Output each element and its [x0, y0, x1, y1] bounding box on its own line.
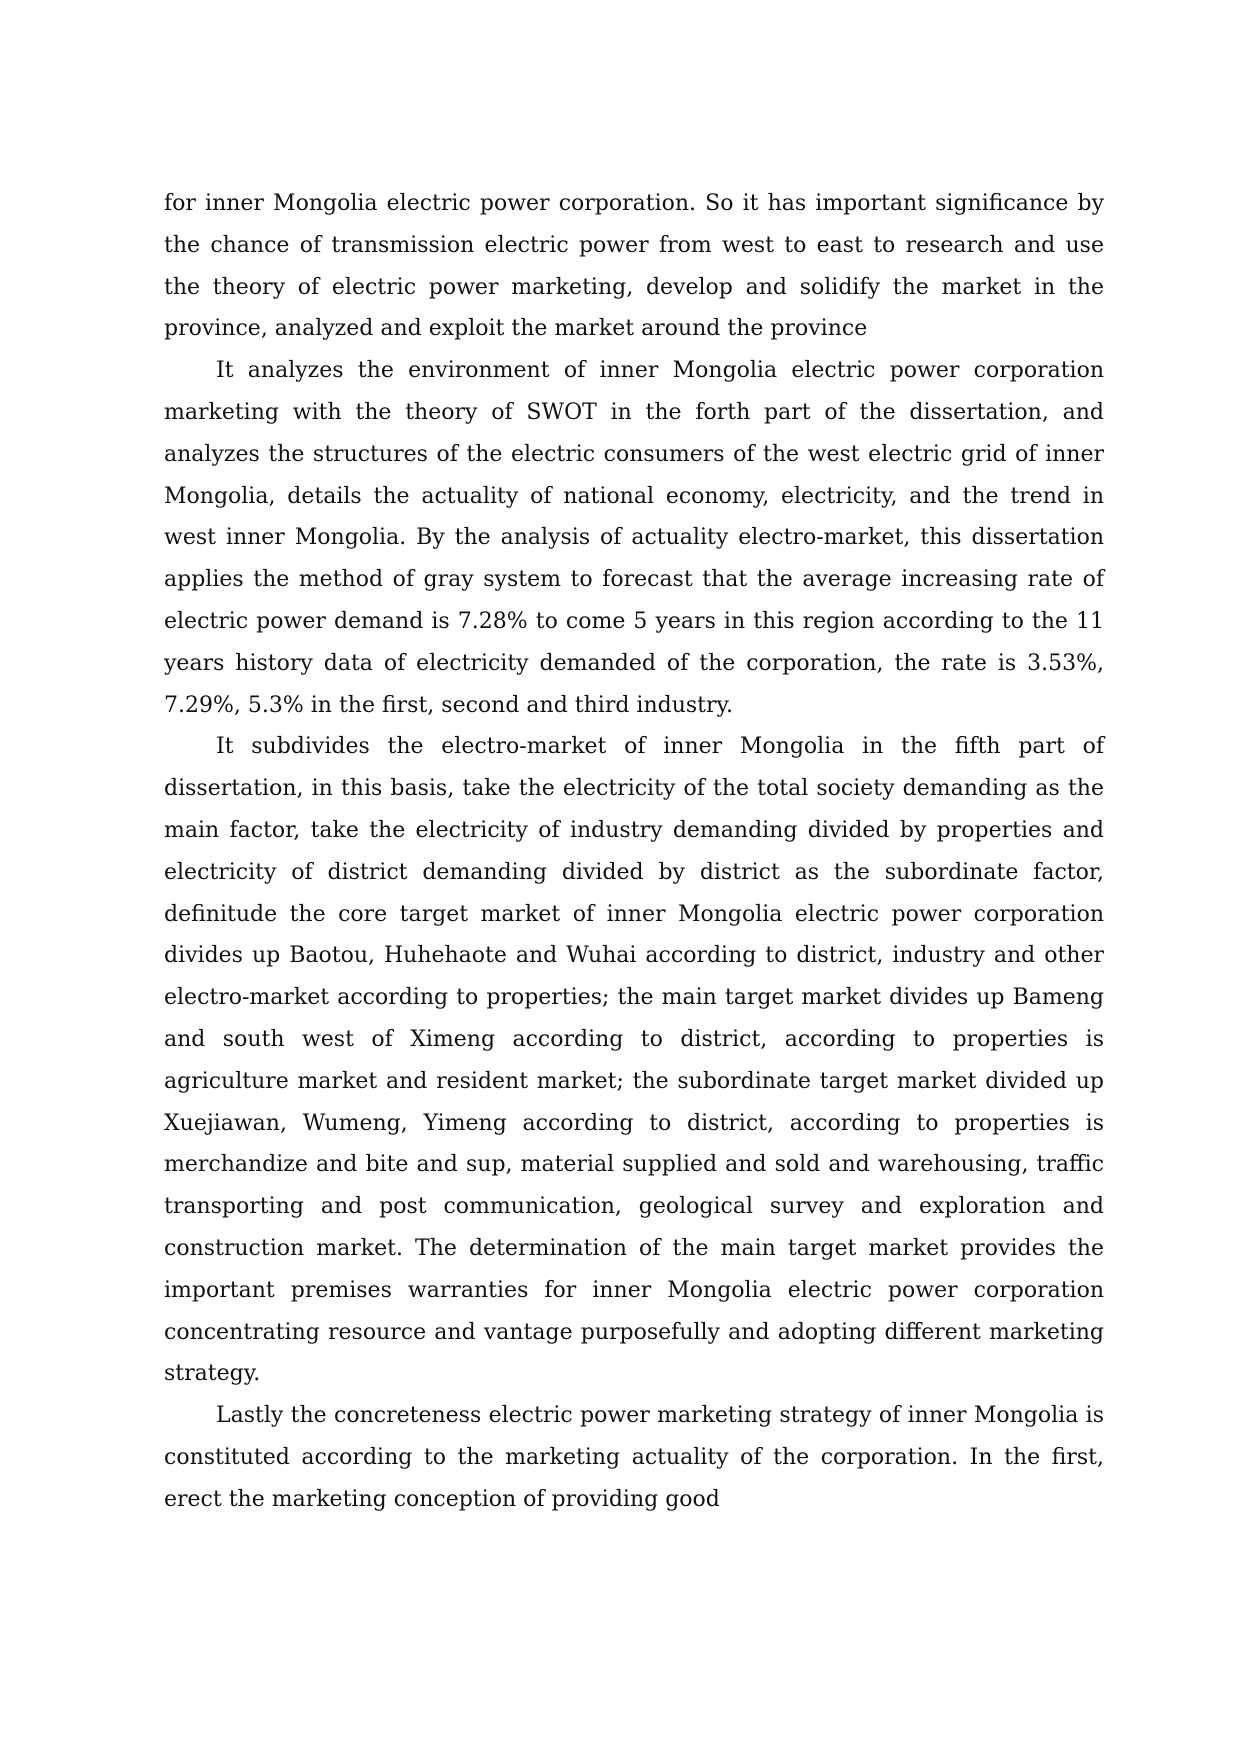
- body-text: [164, 183, 1104, 1521]
- paragraph-market-subdivision: It subdivides the electro-market of inner Mongolia in the fifth part of dissertation, in this basis, take the electricity of the total society demanding as the main factor, take the electricity of industry demanding divided by properties and electricity of district demanding divided by district as the subordinate factor, definitude the core target market of inner Mongolia electric power corporation divides up Baotou, Huhehaote and Wuhai according to district, industry and other electro-market according to properties; the main target market divides up Bameng and south west of Ximeng according to district, according to properties is agriculture market and resident market; the subordinate target market divided up Xuejiawan, Wumeng, Yimeng according to district, according to properties is merchandize and bite and sup, material supplied and sold and warehousing, traffic transporting and post communication, geological survey and exploration and construction market. The determination of the main target market provides the important premises warranties for inner Mongolia electric power corporation concentrating resource and vantage purposefully and adopting different marketing strategy.: [164, 734, 1104, 1387]
- paragraph-continuation: for inner Mongolia electric power corporation. So it has important significance by the chance of transmission electric power from west to east to research and use the theory of electric power marketing, develop and solidify the market in the province, analyzed and exploit the market around the province: [164, 191, 1104, 342]
- paragraph-swot-analysis: It analyzes the environment of inner Mongolia electric power corporation marketing with the theory of SWOT in the forth part of the dissertation, and analyzes the structures of the electric consumers of the west electric grid of inner Mongolia, details the actuality of national economy, electricity, and the trend in west inner Mongolia. By the analysis of actuality electro-market, this dissertation applies the method of gray system to forecast that the average increasing rate of electric power demand is 7.28% to come 5 years in this region according to the 11 years history data of electricity demanded of the corporation, the rate is 3.53%, 7.29%, 5.3% in the first, second and third industry.: [164, 358, 1104, 718]
- paragraph-marketing-strategy: Lastly the concreteness electric power marketing strategy of inner Mongolia is constituted according to the marketing actuality of the corporation. In the first, erect the marketing conception of providing good: [164, 1403, 1104, 1512]
